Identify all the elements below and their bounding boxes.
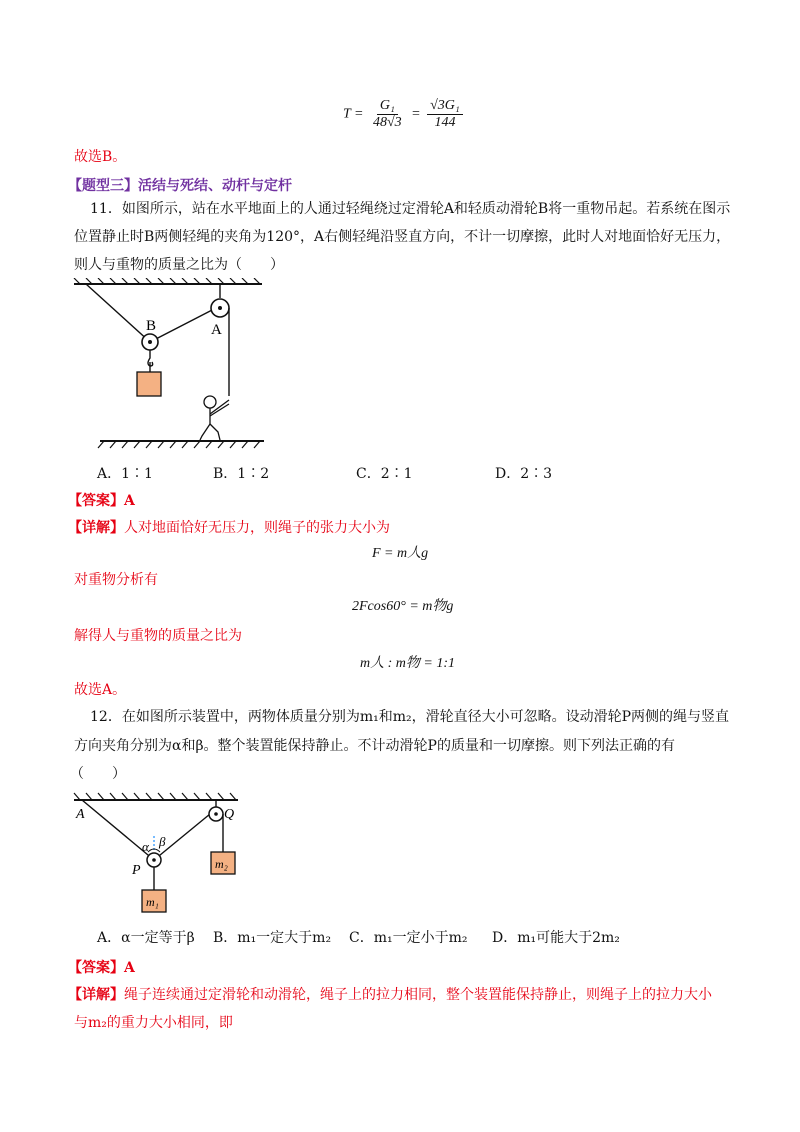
frac2-numerator: √3G₁ <box>427 98 463 115</box>
q11-conclusion: 故选A。 <box>74 682 127 698</box>
q11-option-c: C．2∶1 <box>356 466 413 482</box>
q11-figure <box>70 278 270 450</box>
q11-line3: 则人与重物的质量之比为（ ） <box>74 257 284 273</box>
q11-detail2: 对重物分析有 <box>74 572 158 588</box>
equation-t <box>343 98 466 131</box>
q12-label-a: A <box>76 807 85 822</box>
q11-option-b: B．1∶2 <box>213 466 270 482</box>
q11-eq1: F = m人g <box>372 546 429 561</box>
person-icon <box>200 396 229 440</box>
q11-detail3: 解得人与重物的质量之比为 <box>74 628 242 644</box>
q12-label-m1: m₁ <box>146 895 159 909</box>
fraction-1 <box>370 98 405 131</box>
q12-label-p: P <box>132 863 141 878</box>
fraction-2 <box>427 98 463 131</box>
q12-detail2: 与m₂的重力大小相同，即 <box>74 1015 233 1031</box>
q12-label-q: Q <box>224 807 235 822</box>
q11-label-a: A <box>211 322 222 338</box>
q12-line2: 方向夹角分别为α和β。整个装置能保持静止。不计动滑轮P的质量和一切摩擦。则下列法正确的有 <box>74 738 675 754</box>
q12-option-d: D．m₁可能大于2m₂ <box>492 930 620 946</box>
q12-detail1 <box>68 984 712 1004</box>
q12-label-m2: m₂ <box>215 857 228 871</box>
q11-detail1 <box>68 517 390 537</box>
eq-mid: = <box>411 106 421 122</box>
frac1-denominator: 48√3 <box>372 115 402 130</box>
q12-option-c: C．m₁一定小于m₂ <box>349 930 468 946</box>
section-title: 【题型三】活结与死结、动杆与定杆 <box>68 178 292 194</box>
q12-line3: （ ） <box>70 766 126 782</box>
q12-label-beta: β <box>159 834 166 849</box>
prev-conclusion: 故选B。 <box>74 149 127 165</box>
q12-answer: 【答案】A <box>68 960 135 976</box>
q12-line1: 12．在如图所示装置中，两物体质量分别为m₁和m₂，滑轮直径大小可忽略。设动滑轮P两侧的绳与竖直 <box>90 709 730 725</box>
frac1-numerator: G₁ <box>377 98 398 115</box>
q12-option-b: B．m₁一定大于m₂ <box>213 930 332 946</box>
q11-eq2: 2Fcos60° = m物g <box>352 599 454 614</box>
q12-detail-tag: 【详解】 <box>68 987 124 1003</box>
q11-detail1-text: 人对地面恰好无压力，则绳子的张力大小为 <box>124 520 390 536</box>
q11-eq3: m人 : m物 = 1:1 <box>360 656 455 671</box>
frac2-denominator: 144 <box>434 115 456 130</box>
q11-line1: 11．如图所示，站在水平地面上的人通过轻绳绕过定滑轮A和轻质动滑轮B将一重物吊起。若系统在图示 <box>90 201 731 217</box>
q12-figure <box>70 788 250 914</box>
q12-detail1-text: 绳子连续通过定滑轮和动滑轮，绳子上的拉力相同，整个装置能保持静止，则绳子上的拉力大小 <box>124 987 712 1003</box>
q11-option-d: D．2∶3 <box>495 466 553 482</box>
q11-option-a: A．1∶1 <box>97 466 153 482</box>
q11-label-b: B <box>146 318 157 334</box>
q11-detail-tag: 【详解】 <box>68 520 124 536</box>
q12-option-a: A．α一定等于β <box>97 930 195 946</box>
q11-answer: 【答案】A <box>68 493 135 509</box>
q11-line2: 位置静止时B两侧轻绳的夹角为120°，A右侧轻绳沿竖直方向，不计一切摩擦，此时人对地面恰好无压力， <box>74 229 731 245</box>
eq-lhs: T = <box>343 106 364 122</box>
q12-label-alpha: α <box>142 839 149 854</box>
